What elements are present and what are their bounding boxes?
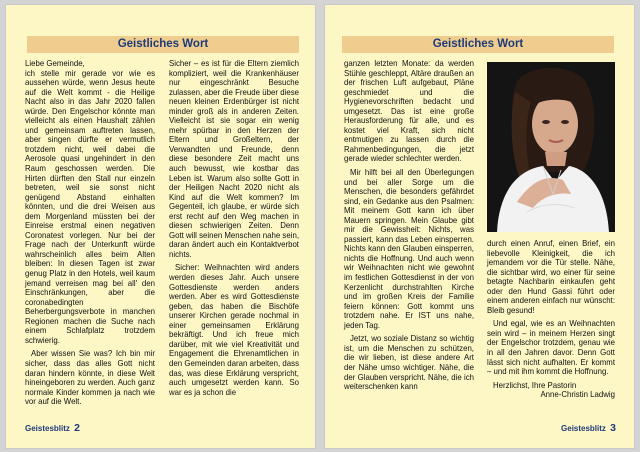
page-title: Geistliches Wort xyxy=(27,36,299,53)
signature-name: Anne-Christin Ladwig xyxy=(540,390,615,400)
text-column-1 xyxy=(344,59,474,392)
paragraph: durch einen Anruf, einen Brief, ein liebevolle Kleinigkeit, die ich jemandem vor die Tür stelle. Nähe, die sichtbar wird, wo einer für seine betagte Nachbarin einkaufen geht oder den Hund Gassi führt oder einem anderen einfach nur wünscht: Bleib gesund! xyxy=(487,239,615,315)
left-page xyxy=(5,4,316,449)
paragraph: Liebe Gemeinde, xyxy=(25,59,85,68)
paragraph: ganzen letzten Monate: da werden Stühle geschleppt, Altäre draußen an der frischen Luft aufgebaut, Pläne geschmiedet und die Hygienevorschriften bedacht und umgesetzt. Das ist eine große Herausforderung für alle, und es kostet viel Kraft, sich nicht entmutigen zu lassen durch die Rahmenbedingungen, die jetzt gerade wieder schlechter werden. xyxy=(344,59,474,164)
text-column-2 xyxy=(487,239,615,400)
footer-brand: Geistesblitz xyxy=(561,424,606,433)
paragraph: Und egal, wie es an Weihnachten sein wird – in meinem Herzen singt der Engelschor trotzdem, genau wie in all den Jahren davor. Denn Gott lässt sich nicht aufhalten. Er kommt – und mit ihm kommt die Hoffnung. xyxy=(487,319,615,377)
paragraph: Mir hilft bei all den Überlegungen und bei aller Sorge um die Menschen, die besonders gefährdet sind, ein Gedanke aus den Psalmen: Mit meinem Gott kann ich über Mauern springen. Mein Glaube gibt mir die Gewissheit: Nichts, was passiert, kann das Leben einsperren. Nichts kann den Glauben einsperren, nichts die Hoffnung. Und auch wenn wir Weihnachten nicht wie gewohnt im festlichen Gottesdienst in der von Kerzenlicht durchstrahlten Kirche und im großen Kreis der Familie feiern können: Gott kommt uns trotzdem nahe. Er IST uns nahe, jeden Tag. xyxy=(344,168,474,330)
page-footer xyxy=(561,422,616,434)
page-number: 2 xyxy=(74,422,80,434)
text-column-1 xyxy=(25,59,155,407)
text-column-2 xyxy=(169,59,299,397)
page-footer xyxy=(25,422,80,434)
right-page xyxy=(324,4,635,449)
signature-greeting: Herzlichst, Ihre Pastorin xyxy=(493,380,577,390)
paragraph: Jetzt, wo soziale Distanz so wichtig ist, um die Menschen zu schützen, die wir lieben, ist diese andere Art der Nähe umso wichtiger. Nähe, die der Glauben verspricht. Nähe, die ich weiterschenken kann xyxy=(344,334,474,392)
portrait-illustration xyxy=(487,62,615,232)
paragraph: Sicher: Weihnachten wird anders werden dieses Jahr. Auch unsere Gottesdienste werden anders werden. Aber es wird Gottesdienste geben, das haben die Bischöfe unserer Kirchen gerade nochmal in einer gemeinsamen Erklärung bekräftigt. Und ich freue mich darüber, mit wie viel Kreativität und Engagement die Ehrenamtlichen in den Gemeinden daran arbeiten, dass das, was diese Erklärung verspricht, auch umgesetzt werden kann. So war es ja schon die xyxy=(169,263,299,397)
paragraph: ich stelle mir gerade vor wie es aussehen würde, wenn Jesus heute auf die Welt kommt - die Heilige Nacht also in das Jahr 2020 fallen würde. Den Engelschor könnte man vielleicht als einen Haushalt zählen und gemeinsam auftreten lassen, aber singen dürfte er vermutlich trotzdem nicht, weil dabei die Aerosole quasi ungehindert in den Raum geschossen werden. Die Hirten dürften den Stall nur einzeln betreten, weil sie sonst nicht genügend Abstand einhalten könnten, und die drei Weisen aus dem Morgenland müssten bei der Einreise erstmal einen negativen Coronatest vorlegen. Nur bei der Frage nach der Unterkunft würde wahrscheinlich alles beim Alten bleiben: In diesen Tagen ist zwar genug Platz in den Hotels, weil kaum jemand verreisen mag bei all' den Einschränkungen, aber die coronabedingten Beherbergungsverbote in manchen Regionen machen die Suche nach einem Schlafplatz trotzdem schwierig. xyxy=(25,68,155,345)
page-number: 3 xyxy=(610,422,616,434)
footer-brand: Geistesblitz xyxy=(25,424,70,433)
paragraph: Sicher – es ist für die Eltern ziemlich kompliziert, weil die Krankenhäuser nur eingeschränkt Besuche zulassen, aber die Freude über diese neuen kleinen Erdenbürger ist nicht minder groß als in anderen Zeiten. Vielleicht ist sie sogar ein wenig mehr spürbar in den Herzen der Eltern und Großeltern, der Verwandten und Freunde, denn diese besondere Zeit macht uns auch bewusst, wie kostbar das Leben ist. Warum also sollte Gott in der Heiligen Nacht 2020 nicht als Kind auf die Welt kommen? Im Gegenteil, ich glaube, er würde sich erst recht auf den Weg machen in diesen schwierigen Zeiten. Denn Gott will seinen Menschen nahe sein, daran ändert auch ein Kontaktverbot nichts. xyxy=(169,59,299,259)
page-title: Geistliches Wort xyxy=(342,36,614,53)
portrait-photo xyxy=(487,62,615,232)
paragraph: Aber wissen Sie was? Ich bin mir sicher, dass das alles Gott nicht daran hindern könnte, in diese Welt hineingeboren zu werden. Auch ganz normale Kinder kommen ja nach wie vor auf die Welt. xyxy=(25,349,155,407)
